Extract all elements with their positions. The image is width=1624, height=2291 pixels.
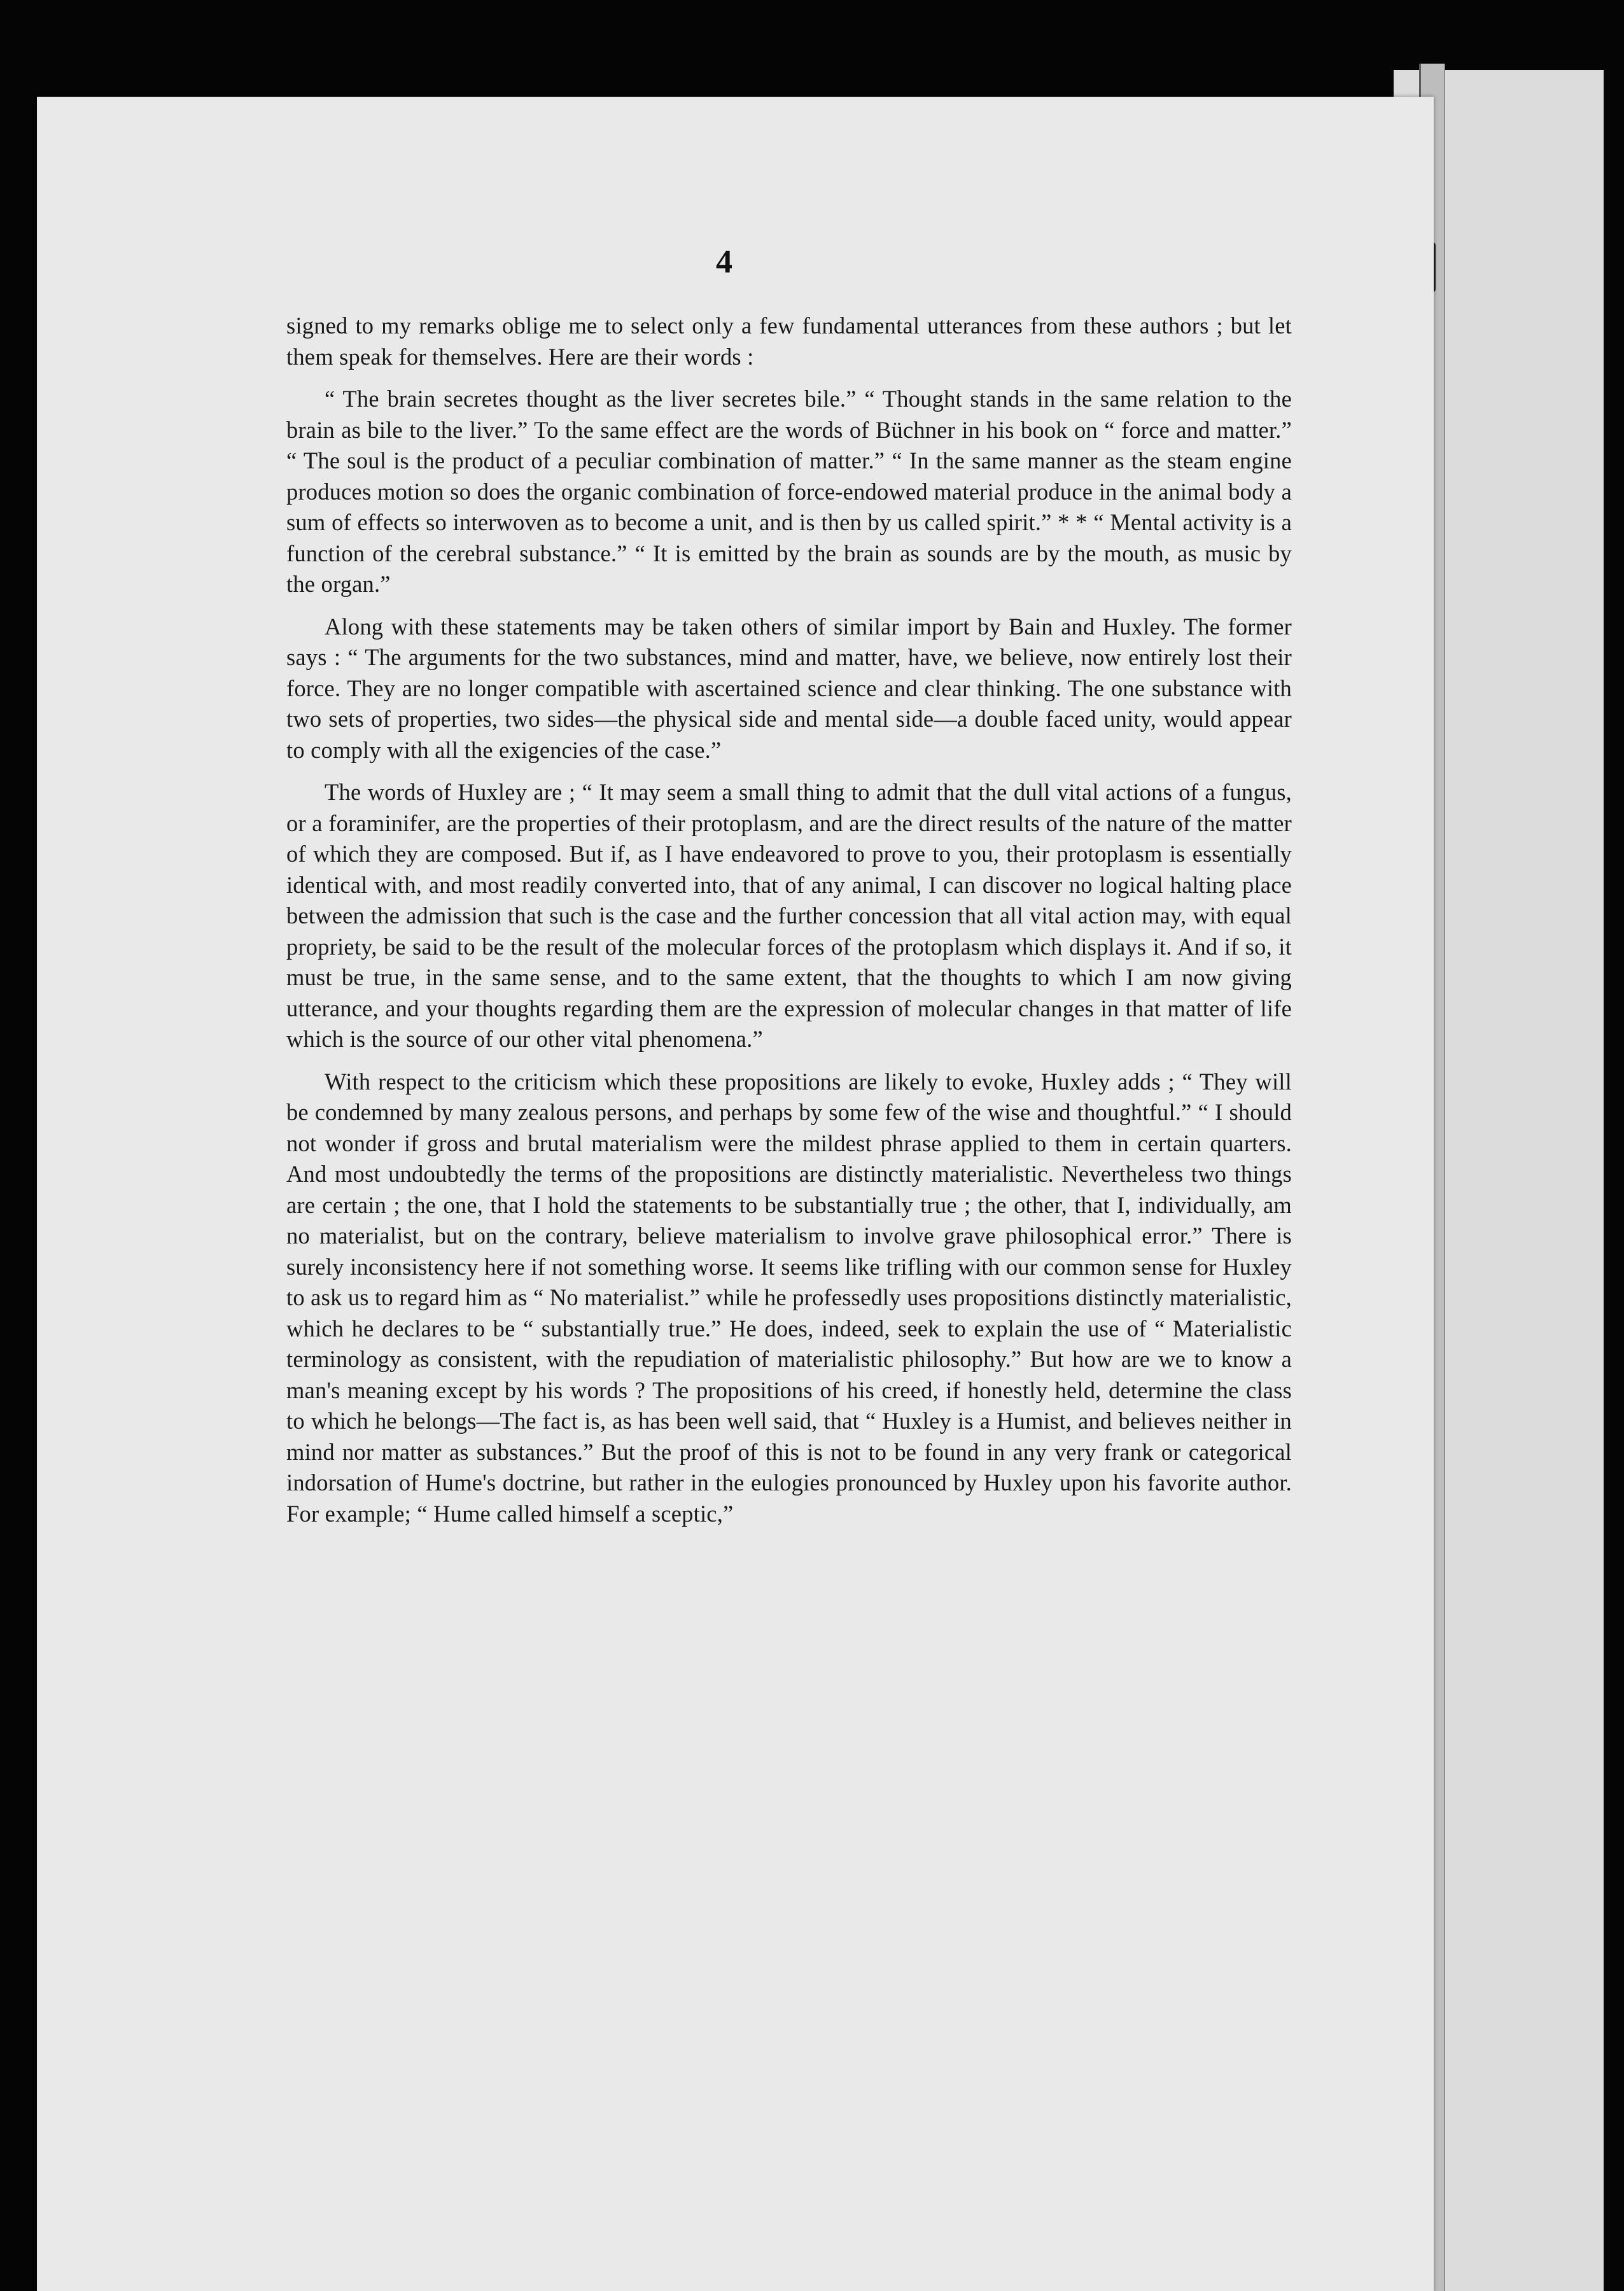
page-number: 4 [716,244,732,280]
paragraph-huxley-words: The words of Huxley are ; “ It may seem a small thing to admit that the dull vital actions of a fungus, or a foraminifer, are the properties of their protoplasm, and are the direct results of the nature of the matter of which they are composed. But if, as I have endeavored to prove to you, their protoplasm is essentially identical with, and most readily converted into, that of any animal, I can discover no logical halting place between the admission that such is the case and the further concession that all vital action may, with equal propriety, be said to be the result of the molecular forces of the protoplasm which displays it. And if so, it must be true, in the same sense, and to the same extent, that the thoughts to which I am now giving utterance, and your thoughts regarding them are the expression of molecular changes in that matter of life which is the source of our other vital phenomena.” [286,779,1292,1052]
paragraph-bain: Along with these statements may be taken others of similar import by Bain and Huxley. The former says : “ The arguments for the two substances, mind and matter, have, we believe, now entirely lost their force. They are no longer compatible with ascertained science and clear thinking. The one substance with two sets of properties, two sides—the physical side and mental side—a double faced unity, would appear to comply with all the exigencies of the case.” [286,613,1292,763]
body-text [286,311,1292,1541]
paragraph-huxley-criticism: With respect to the criticism which these propositions are likely to evoke, Huxley adds ; “ They will be condemned by many zealous persons, and perhaps by some few of the wise and thoughtful.” “ I should not wonder if gross and brutal materialism were the mildest phrase applied to them in certain quarters. And most undoubtedly the terms of the propositions are distinctly materialistic. Nevertheless two things are certain ; the one, that I hold the statements to be substantially true ; the other, that I, individually, am no materialist, but on the contrary, believe materialism to involve grave philosophical error.” There is surely inconsistency here if not something worse. It seems like trifling with our common sense for Huxley to ask us to regard him as “ No materialist.” while he professedly uses propositions distinctly materialistic, which he declares to be “ substantially true.” He does, indeed, seek to explain the use of “ Materialistic terminology as consistent, with the repudiation of materialistic philosophy.” But how are we to know a man's meaning except by his words ? The propositions of his creed, if honestly held, determine the class to which he belongs—The fact is, as has been well said, that “ Huxley is a Humist, and believes neither in mind nor matter as substances.” But the proof of this is not to be found in any very frank or categorical indorsation of Hume's doctrine, but rather in the eulogies pronounced by Huxley upon his favorite author. For example; “ Hume called himself a sceptic,” [286,1068,1292,1527]
paragraph-continuation: signed to my remarks oblige me to select only a few fundamental utterances from these authors ; but let them speak for themselves. Here are their words : [286,312,1292,370]
paragraph-buchner-quotes: “ The brain secretes thought as the liver secretes bile.” “ Thought stands in the same relation to the brain as bile to the liver.” To the same effect are the words of Büchner in his book on “ force and matter.” “ The soul is the product of a peculiar combination of matter.” “ In the same manner as the steam engine produces motion so does the organic combination of force-endowed material produce in the animal body a sum of effects so interwoven as to become a unit, and is then by us called spirit.” * * “ Mental activity is a function of the cerebral substance.” “ It is emitted by the brain as sounds are by the mouth, as music by the organ.” [286,386,1292,597]
